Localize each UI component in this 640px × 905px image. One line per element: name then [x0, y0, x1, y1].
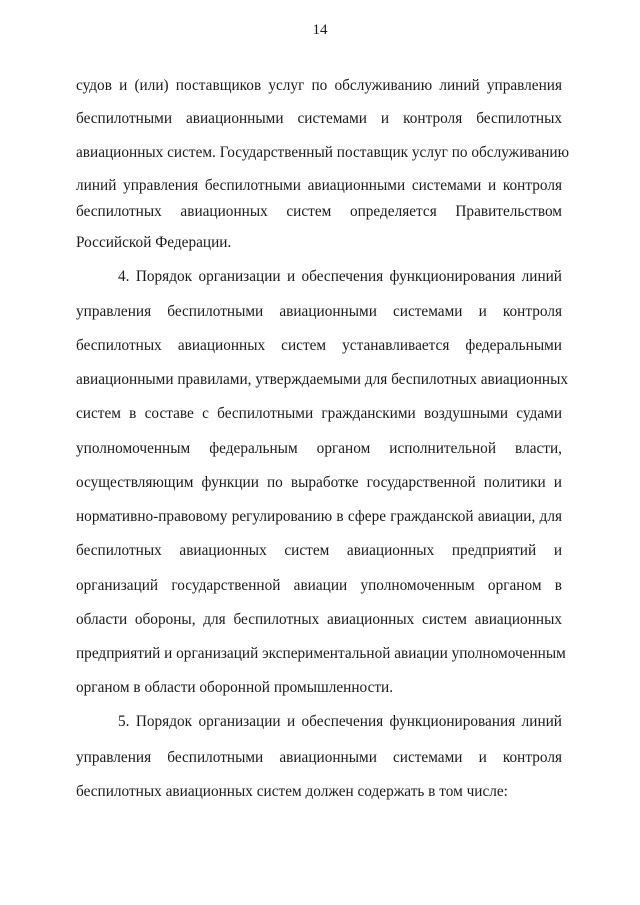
text-line: Российской Федерации. [76, 234, 232, 251]
text-line: уполномоченным федеральным органом исполнительной власти, [76, 440, 562, 457]
page-number: 14 [312, 22, 328, 38]
paragraph-5-first-line: 5. Порядок организации и обеспечения функционирования линий [118, 713, 562, 730]
text-line: предприятий и организаций экспериментальной авиации уполномоченным [76, 645, 566, 662]
text-line: беспилотных авиационных систем должен содержать в том числе: [76, 783, 508, 800]
text-line: беспилотных авиационных систем устанавливается федеральными [76, 337, 562, 354]
text-line: беспилотных авиационных систем авиационных предприятий и [76, 542, 562, 559]
text-line: области обороны, для беспилотных авиационных систем авиационных [76, 611, 562, 628]
text-line: осуществляющим функции по выработке государственной политики и [76, 474, 562, 491]
text-line: беспилотных авиационных систем определяется Правительством [76, 203, 562, 220]
text-line: судов и (или) поставщиков услуг по обслуживанию линий управления [76, 77, 562, 94]
paragraph-4-first-line: 4. Порядок организации и обеспечения функционирования линий [118, 268, 562, 285]
text-line: беспилотными авиационными системами и контроля беспилотных [76, 110, 562, 127]
text-line: органом в области оборонной промышленности. [76, 679, 394, 696]
text-line: нормативно-правовому регулированию в сфере гражданской авиации, для [76, 508, 562, 525]
text-line: систем в составе с беспилотными гражданскими воздушными судами [76, 405, 562, 422]
text-line: линий управления беспилотными авиационными системами и контроля [76, 177, 562, 194]
text-line: авиационных систем. Государственный поставщик услуг по обслуживанию [76, 144, 570, 161]
text-line: управления беспилотными авиационными системами и контроля [76, 749, 562, 766]
text-line: организаций государственной авиации уполномоченным органом в [76, 577, 562, 594]
text-line: авиационными правилами, утверждаемыми для беспилотных авиационных [76, 371, 569, 388]
text-line: управления беспилотными авиационными системами и контроля [76, 303, 562, 320]
